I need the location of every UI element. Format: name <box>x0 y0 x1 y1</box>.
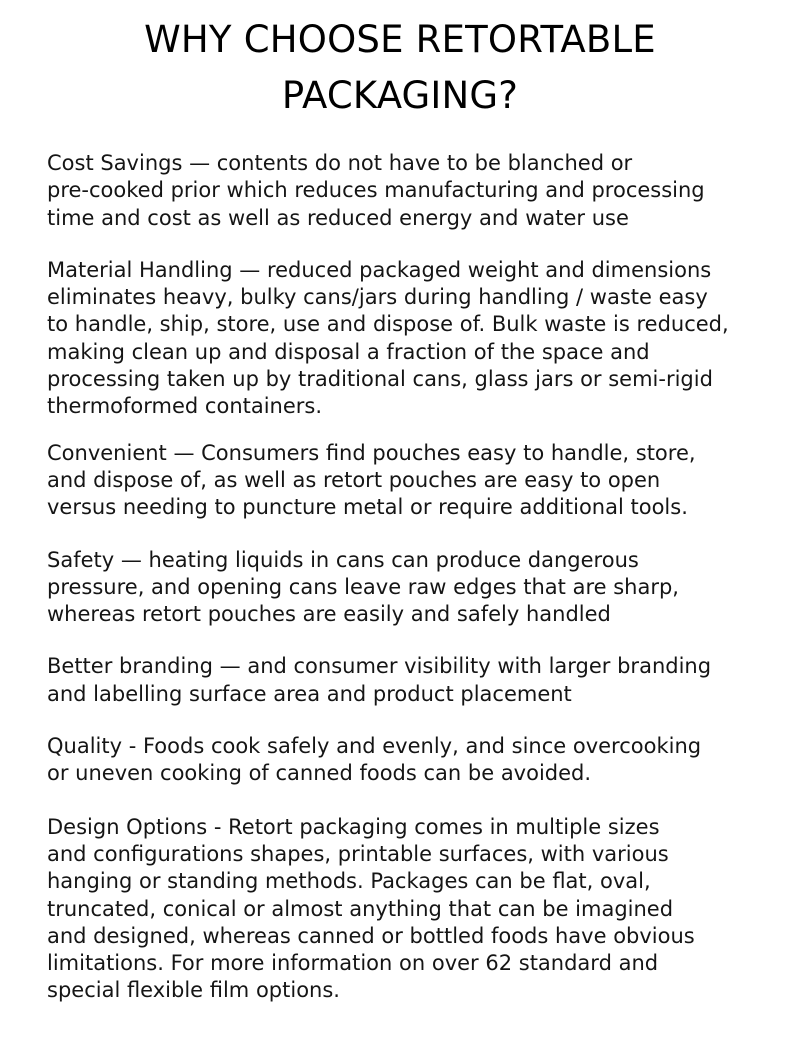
section-cost-savings <box>47 150 792 232</box>
paragraph-line: making clean up and disposal a fraction of the space and <box>47 339 650 364</box>
paragraph-line: hanging or standing methods. Packages can be flat, oval, <box>47 869 651 894</box>
paragraph-line: to handle, ship, store, use and dispose of. Bulk waste is reduced, <box>47 312 729 337</box>
section-design-options <box>47 814 792 1005</box>
paragraph-line: and configurations shapes, printable surfaces, with various <box>47 841 669 866</box>
paragraph-line: truncated, conical or almost anything that can be imagined <box>47 896 674 921</box>
title-line-1: WHY CHOOSE RETORTABLE <box>144 18 656 61</box>
section-safety <box>47 547 792 629</box>
paragraph-line: and designed, whereas canned or bottled foods have obvious <box>47 923 695 948</box>
paragraph-line: whereas retort pouches are easily and safely handled <box>47 602 611 627</box>
section-material-handling <box>47 257 792 421</box>
section-quality <box>47 733 792 788</box>
paragraph-line: thermoformed containers. <box>47 394 323 419</box>
paragraph-line: Material Handling — reduced packaged weight and dimensions <box>47 257 712 282</box>
paragraph-line: special flexible film options. <box>47 978 340 1003</box>
section-convenient <box>47 440 792 522</box>
paragraph-line: Design Options - Retort packaging comes in multiple sizes <box>47 814 660 839</box>
content-body <box>47 150 792 1005</box>
title-line-2: PACKAGING? <box>281 74 519 117</box>
paragraph-line: processing taken up by traditional cans, glass jars or semi-rigid <box>47 367 713 392</box>
page-title <box>0 12 800 124</box>
section-better-branding <box>47 653 792 708</box>
paragraph-line: Better branding — and consumer visibility with larger branding <box>47 654 712 679</box>
paragraph-line: pre-cooked prior which reduces manufacturing and processing <box>47 178 705 203</box>
paragraph-line: Safety — heating liquids in cans can produce dangerous <box>47 547 639 572</box>
paragraph-line: or uneven cooking of canned foods can be avoided. <box>47 761 592 786</box>
paragraph-line: Convenient — Consumers find pouches easy to handle, store, <box>47 440 696 465</box>
paragraph-line: Quality - Foods cook safely and evenly, and since overcooking <box>47 734 702 759</box>
paragraph-line: and labelling surface area and product placement <box>47 681 572 706</box>
paragraph-line: Cost Savings — contents do not have to be blanched or <box>47 151 633 175</box>
paragraph-line: pressure, and opening cans leave raw edges that are sharp, <box>47 574 679 599</box>
paragraph-line: eliminates heavy, bulky cans/jars during handling / waste easy <box>47 285 708 310</box>
paragraph-line: time and cost as well as reduced energy and water use <box>47 205 629 230</box>
paragraph-line: versus needing to puncture metal or require additional tools. <box>47 495 688 520</box>
paragraph-line: limitations. For more information on over 62 standard and <box>47 951 659 976</box>
paragraph-line: and dispose of, as well as retort pouches are easy to open <box>47 467 661 492</box>
